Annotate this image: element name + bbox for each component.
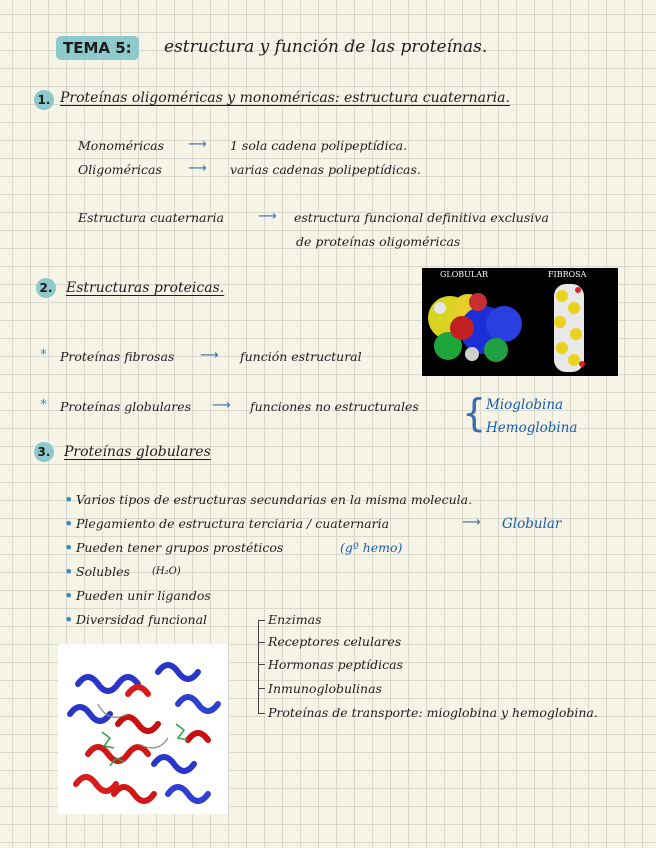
bullet-dot-icon: • bbox=[64, 610, 74, 629]
section-1-number: 1. bbox=[34, 90, 54, 110]
star-bullet-icon: * bbox=[40, 397, 47, 413]
section-3-heading: Proteínas globulares bbox=[64, 444, 211, 460]
function-item: Receptores celulares bbox=[268, 634, 402, 649]
quaternary-value-1: estructura funcional definitiva exclusiva bbox=[294, 210, 549, 225]
section-2-heading: Estructuras proteicas. bbox=[66, 280, 225, 296]
quaternary-value-2: de proteínas oligoméricas bbox=[296, 234, 461, 249]
arrow-icon: ⟶ bbox=[258, 209, 277, 224]
bullet-dot-icon: • bbox=[64, 538, 74, 557]
water-note: (H₂O) bbox=[152, 566, 181, 577]
figure-label-fibrous: FIBROSA bbox=[548, 270, 587, 279]
bullet-item: Plegamiento de estructura terciaria / cuaternaria bbox=[76, 516, 390, 531]
globular-label: Proteínas globulares bbox=[60, 399, 192, 414]
bullet-item: Solubles bbox=[76, 564, 130, 579]
oligomeric-label: Oligoméricas bbox=[78, 162, 162, 177]
function-item: Proteínas de transporte: mioglobina y hemoglobina. bbox=[268, 705, 598, 720]
fibrous-label: Proteínas fibrosas bbox=[60, 349, 175, 364]
star-bullet-icon: * bbox=[40, 347, 47, 363]
brace-icon: { bbox=[462, 391, 487, 435]
function-item: Inmunoglobulinas bbox=[268, 681, 382, 696]
hemoglobin-image bbox=[58, 644, 228, 814]
title-badge: TEMA 5: bbox=[56, 36, 139, 60]
function-list-bracket bbox=[258, 620, 259, 714]
protein-structures-drawing bbox=[422, 268, 618, 376]
globular-value: funciones no estructurales bbox=[250, 399, 419, 414]
page-title: estructura y función de las proteínas. bbox=[164, 37, 488, 57]
figure-label-globular: GLOBULAR bbox=[440, 270, 488, 279]
bullet-item: Varios tipos de estructuras secundarias en la misma molecula. bbox=[76, 492, 473, 507]
fibrous-value: función estructural bbox=[240, 349, 362, 364]
bracket-tick bbox=[258, 713, 265, 714]
protein-structures-image bbox=[422, 268, 618, 376]
quaternary-label: Estructura cuaternaria bbox=[78, 210, 224, 225]
function-item: Hormonas peptídicas bbox=[268, 657, 403, 672]
section-3-number: 3. bbox=[34, 442, 54, 462]
arrow-icon: ⟶ bbox=[188, 137, 207, 152]
bracket-tick bbox=[258, 620, 265, 621]
function-item: Enzimas bbox=[268, 612, 322, 627]
example-hemoglobin: Hemoglobina bbox=[486, 420, 578, 436]
heme-group-note: (gº hemo) bbox=[340, 540, 403, 555]
bullet-item: Pueden unir ligandos bbox=[76, 588, 211, 603]
bullet-dot-icon: • bbox=[64, 490, 74, 509]
globular-result: Globular bbox=[502, 516, 562, 532]
monomeric-value: 1 sola cadena polipeptídica. bbox=[230, 138, 407, 153]
section-1-heading: Proteínas oligoméricas y monoméricas: estructura cuaternaria. bbox=[60, 90, 510, 106]
arrow-icon: ⟶ bbox=[188, 161, 207, 176]
example-myoglobin: Mioglobina bbox=[486, 397, 564, 413]
bullet-item: Diversidad funcional bbox=[76, 612, 208, 627]
bullet-dot-icon: • bbox=[64, 586, 74, 605]
bracket-tick bbox=[258, 664, 265, 665]
bracket-tick bbox=[258, 642, 265, 643]
bullet-dot-icon: • bbox=[64, 514, 74, 533]
arrow-icon: ⟶ bbox=[462, 515, 481, 530]
bullet-item: Pueden tener grupos prostéticos bbox=[76, 540, 284, 555]
hemoglobin-drawing bbox=[58, 644, 228, 814]
bullet-dot-icon: • bbox=[64, 562, 74, 581]
arrow-icon: ⟶ bbox=[200, 348, 219, 363]
bracket-tick bbox=[258, 688, 265, 689]
oligomeric-value: varias cadenas polipeptídicas. bbox=[230, 162, 421, 177]
arrow-icon: ⟶ bbox=[212, 398, 231, 413]
monomeric-label: Monoméricas bbox=[78, 138, 164, 153]
section-2-number: 2. bbox=[36, 278, 56, 298]
